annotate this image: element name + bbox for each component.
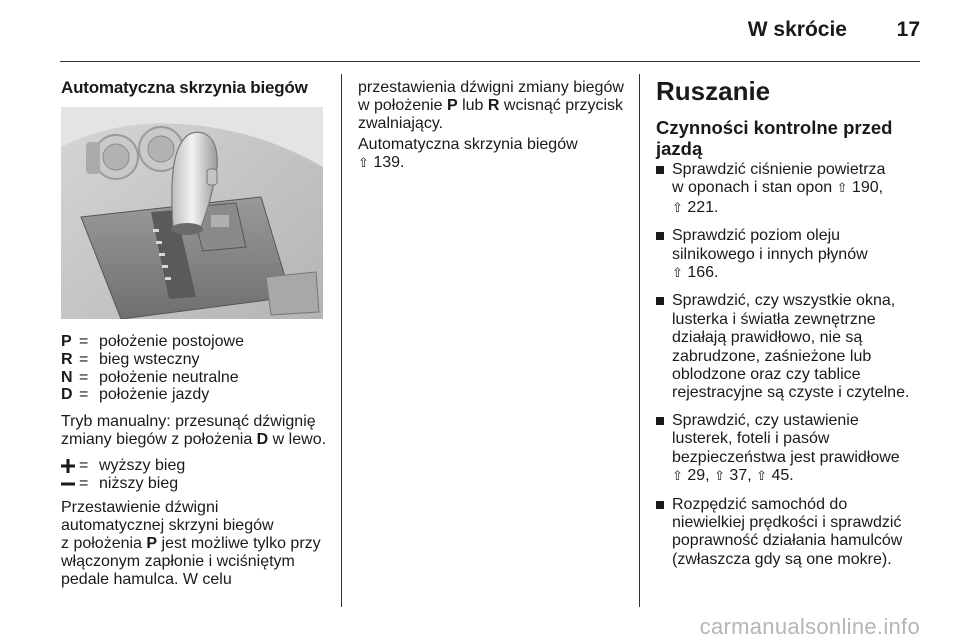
legend-text: położenie postojowe <box>99 333 244 350</box>
page-ref: 139. <box>373 154 405 171</box>
legend-equals: = <box>79 368 89 386</box>
legend-equals: = <box>79 474 89 492</box>
list-item: Sprawdzić, czy wszystkie okna, lusterka i światła zewnętrzne działają prawidłowo, nie są zabrudzone, zaśnieżone lub oblodzone oraz czy tablice rejestracyjne są czyste i czytelne. <box>656 292 918 402</box>
watermark: carmanualsonline.info <box>699 614 920 639</box>
header-rule <box>60 61 920 62</box>
middle-paragraph-2 <box>358 136 628 172</box>
minus-icon <box>61 475 79 493</box>
legend-text: niższy bieg <box>99 474 179 492</box>
legend-equals: = <box>79 457 89 474</box>
legend-row <box>61 351 336 369</box>
legend-row <box>61 369 336 387</box>
legend-text: położenie jazdy <box>99 386 210 404</box>
manual-mode-bold: D <box>256 431 269 448</box>
legend-key: P <box>61 333 72 350</box>
middle-paragraph-1 <box>358 79 628 133</box>
page-title: W skrócie <box>747 18 847 41</box>
page-ref-icon: ⇧ <box>714 469 725 485</box>
checklist <box>656 161 918 578</box>
page-ref-icon: ⇧ <box>672 469 683 485</box>
shift-line: pedale hamulca. W celu <box>61 571 232 588</box>
section-title: Automatyczna skrzynia biegów <box>61 78 308 97</box>
legend-row <box>61 475 336 493</box>
legend-equals: = <box>79 386 89 404</box>
shift-line: automatycznej skrzyni biegów <box>61 517 274 534</box>
middle-line: zwalniający. <box>358 115 444 132</box>
shift-line: z położenia P jest możliwe tylko przy <box>61 535 321 552</box>
list-item: Rozpędzić samochód do niewielkiej prędkości i sprawdzić poprawność działania hamulców (zwłaszcza gdy są one mokre). <box>656 496 918 570</box>
gear-shifter-illustration <box>61 107 323 319</box>
page-ref-icon: ⇧ <box>672 266 683 282</box>
legend-equals: = <box>79 350 89 368</box>
legend-equals: = <box>79 333 89 350</box>
bullet-square-icon <box>656 496 672 570</box>
page-ref-icon: ⇧ <box>836 181 848 197</box>
manual-legend <box>61 457 336 493</box>
middle-line: w położenie P lub R wcisnąć przycisk <box>358 97 624 114</box>
page-header <box>0 0 960 62</box>
bullet-square-icon <box>656 292 672 402</box>
gear-legend <box>61 333 336 404</box>
middle-line: Automatyczna skrzynia biegów <box>358 136 578 153</box>
bullet-square-icon <box>656 227 672 283</box>
page-ref[interactable]: 166. <box>687 264 719 282</box>
manual-mode-text-b: w lewo. <box>268 431 327 448</box>
page-ref[interactable]: 45. <box>771 467 794 485</box>
legend-text: położenie neutralne <box>99 368 239 386</box>
subheading: Czynności kontrolne przed jazdą <box>656 117 893 159</box>
middle-line: przestawienia dźwigni zmiany biegów <box>358 79 624 96</box>
list-item: Sprawdzić poziom oleju silnikowego i innych płynów ⇧ 166. <box>656 227 918 283</box>
page-ref[interactable]: 221. <box>687 198 719 216</box>
page-number: 17 <box>896 18 920 41</box>
page-ref[interactable]: 190, <box>851 179 884 197</box>
page-ref-icon: ⇧ <box>358 156 369 171</box>
column-divider-2 <box>639 74 640 607</box>
legend-row <box>61 386 336 404</box>
manual-mode-text-a: Tryb manualny: przesunąć dźwignię zmiany biegów z położenia <box>61 413 316 448</box>
manual-mode-paragraph <box>61 413 336 449</box>
shift-line: włączonym zapłonie i wciśniętym <box>61 553 295 570</box>
page-ref-icon: ⇧ <box>756 469 768 485</box>
legend-text: wyższy bieg <box>99 457 186 474</box>
middle-xref[interactable] <box>358 154 628 172</box>
legend-key: R <box>61 350 73 368</box>
page-ref[interactable]: 29, <box>687 467 710 485</box>
column-divider-1 <box>341 74 342 607</box>
shift-paragraph <box>61 499 336 589</box>
legend-key: N <box>61 368 73 386</box>
list-item: Sprawdzić ciśnienie powietrza w oponach i stan opon ⇧ 190, ⇧ 221. <box>656 161 918 218</box>
heading-ruszanie: Ruszanie <box>656 76 771 106</box>
legend-text: bieg wsteczny <box>99 350 200 368</box>
plus-icon <box>61 457 79 475</box>
page-ref-icon: ⇧ <box>672 200 683 216</box>
bullet-square-icon <box>656 412 672 487</box>
legend-row <box>61 333 336 351</box>
shift-line: Przestawienie dźwigni <box>61 499 219 516</box>
list-item: Sprawdzić, czy ustawienie lusterek, foteli i pasów bezpieczeństwa jest prawidłowe ⇧ 29, ⇧ 37, ⇧ 45. <box>656 412 918 487</box>
bullet-square-icon <box>656 161 672 218</box>
legend-row <box>61 457 336 475</box>
legend-key: D <box>61 386 73 404</box>
page-ref[interactable]: 37, <box>729 467 752 485</box>
